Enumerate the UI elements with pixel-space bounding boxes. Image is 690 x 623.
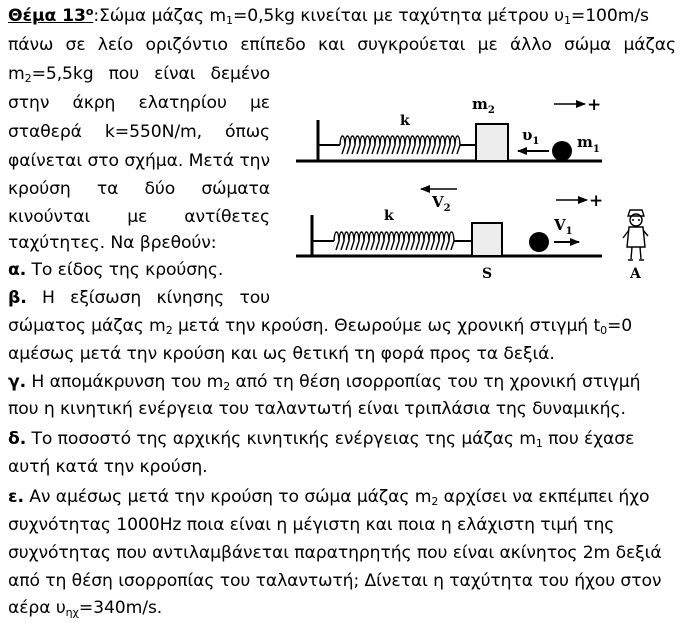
top-mass-m2-block [476, 124, 508, 161]
question-b-line-1: β. Η εξίσωση κίνησης του [8, 288, 270, 308]
question-a: α. Το είδος της κρούσης. [8, 260, 224, 280]
question-d-line-1: δ. Το ποσοστό της αρχικής κινητικής ενέργειας της μάζας $m_1$ που έχασε [8, 429, 635, 450]
question-b-line-3: αμέσως μετά την κρούση και ως θετική τη φορά προς τα δεξιά. [8, 344, 555, 364]
intro-line-1: Θέμα $13^o:\Sigma ώ\mu\alpha$ μάζας $m_1=0,5kg$ κινείται με ταχύτητα μέτρου $\upsilon_1=100m/s$ [8, 5, 649, 27]
top-spring [340, 136, 460, 154]
top-mass-label: $m_2$ [472, 95, 495, 116]
observer-figure [623, 210, 648, 260]
spring-coil [340, 136, 460, 154]
problem-title: Θέμα $13^o$ [8, 5, 94, 26]
intro-line-2: πάνω σε λείο οριζόντιο επίπεδο και συγκρούεται με άλλο σώμα μάζας [8, 35, 676, 55]
question-b-line-2: σώματος μάζας $m_2$ μετά την κρούση. Θεωρούμε ως χρονική στιγμή $t_0=0$ [8, 316, 633, 337]
bottom-v1-label: $V_1$ [554, 216, 573, 237]
top-velocity-label: $\upsilon_1$ [522, 126, 540, 147]
bottom-source-block [472, 223, 502, 256]
intro-line-6: φαίνεται στο σχήμα. Μετά την [8, 151, 270, 171]
bottom-spring-label: k [384, 208, 394, 224]
intro-line-9: ταχύτητες. Να βρεθούν: [8, 233, 217, 253]
observer-a-label: A [630, 266, 641, 282]
intro-line-8: κινούνται με αντίθετες [8, 207, 270, 227]
question-d-line-2: αυτή κατά την κρούση. [8, 457, 208, 477]
intro-line-7: κρούση τα δύο σώματα [8, 179, 270, 199]
bottom-ball-m1 [529, 232, 549, 252]
intro-line-5: σταθερά k=550N/m, όπως [8, 122, 270, 142]
top-ball-m1 [552, 141, 572, 161]
source-s-label: S [482, 266, 493, 282]
spring-coil [334, 232, 454, 250]
top-spring-label: k [400, 113, 410, 129]
question-c-line-1: γ. Η απομάκρυνση του $m_2$ από τη θέση ισορροπίας του τη χρονική στιγμή [8, 372, 641, 393]
top-ball-label: $m_1$ [577, 133, 600, 155]
intro-line-3: $m_2=5,5kg$ που είναι δεμένο [8, 64, 270, 85]
intro-line-4: στην άκρη ελατηρίου με [8, 93, 270, 113]
spring-collision-figure [296, 82, 690, 290]
bottom-v2-label: $V_2$ [432, 193, 451, 214]
question-c-line-2: που η κινητική ενέργεια του ταλαντωτή είναι τριπλάσια της δυναμικής. [8, 399, 626, 419]
question-e-line-5: αέρα $\upsilon_{\eta\chi}=340m/s$. [8, 598, 163, 619]
question-e-line-1: ε. Αν αμέσως μετά την κρούση το σώμα μάζας $m_2$ αρχίσει να εκπέμπει ήχο [8, 487, 650, 508]
bottom-diagram [296, 189, 648, 282]
top-diagram [296, 95, 602, 161]
question-e-line-3: συχνότητας που αντιλαμβάνεται παρατηρητής που είναι ακίνητος 2m δεξιά [8, 543, 662, 563]
question-e-line-4: από τη θέση ισορροπίας του ταλαντωτή; Δίνεται η ταχύτητα του ήχου στον [8, 571, 662, 591]
question-e-line-2: συχνότητας 1000Hz ποια είναι η μέγιστη και ποια η ελάχιστη τιμή της [8, 515, 615, 535]
top-plus-sign: + [587, 95, 602, 115]
bottom-spring [334, 232, 454, 250]
bottom-plus-sign: + [589, 191, 604, 211]
